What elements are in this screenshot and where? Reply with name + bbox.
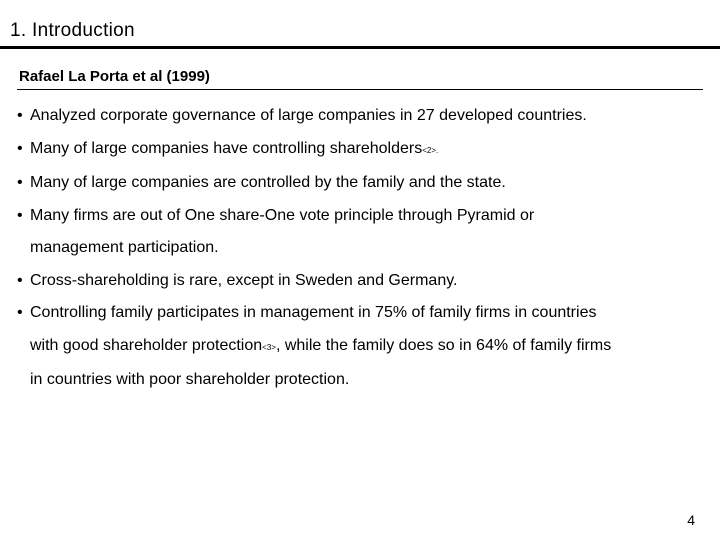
bullet-dot-icon: • bbox=[17, 139, 23, 157]
bullet-text bbox=[30, 133, 707, 168]
bullet-text-continuation: in countries with poor shareholder protection. bbox=[30, 371, 350, 388]
bullet-item bbox=[17, 200, 707, 265]
bullet-item bbox=[17, 100, 707, 133]
citation-divider bbox=[17, 89, 703, 90]
bullet-item bbox=[17, 167, 707, 200]
bullet-item bbox=[17, 265, 707, 298]
footnote-reference: <3> bbox=[262, 342, 276, 352]
footnote-reference: <2>. bbox=[422, 145, 439, 155]
slide-title: 1. Introduction bbox=[10, 20, 135, 41]
title-divider bbox=[0, 46, 720, 49]
citation-heading: Rafael La Porta et al (1999) bbox=[19, 68, 210, 85]
bullet-dot-icon: • bbox=[17, 206, 23, 224]
bullet-dot-icon: • bbox=[17, 107, 23, 124]
bullet-dot-icon: • bbox=[17, 271, 23, 289]
bullet-list bbox=[17, 100, 707, 397]
bullet-text-main: with good shareholder protection bbox=[30, 336, 263, 354]
bullet-text: Many firms are out of One share-One vote principle through Pyramid or bbox=[30, 206, 535, 224]
bullet-text-continuation: management participation. bbox=[30, 239, 219, 256]
bullet-text: Many of large companies are controlled by the family and the state. bbox=[30, 174, 506, 191]
bullet-text-main: Many of large companies have controlling shareholders bbox=[30, 139, 423, 157]
bullet-dot-icon: • bbox=[17, 304, 23, 321]
bullet-text: Controlling family participates in management in 75% of family firms in countries bbox=[30, 304, 597, 321]
bullet-text: Analyzed corporate governance of large companies in 27 developed countries. bbox=[30, 107, 587, 124]
bullet-item bbox=[17, 133, 707, 168]
page-number: 4 bbox=[687, 512, 695, 528]
bullet-dot-icon: • bbox=[17, 174, 23, 191]
bullet-text: Cross-shareholding is rare, except in Sweden and Germany. bbox=[30, 271, 458, 289]
bullet-item bbox=[17, 297, 707, 397]
bullet-text-main: , while the family does so in 64% of family firms bbox=[275, 336, 612, 354]
bullet-text-continuation bbox=[30, 330, 707, 365]
